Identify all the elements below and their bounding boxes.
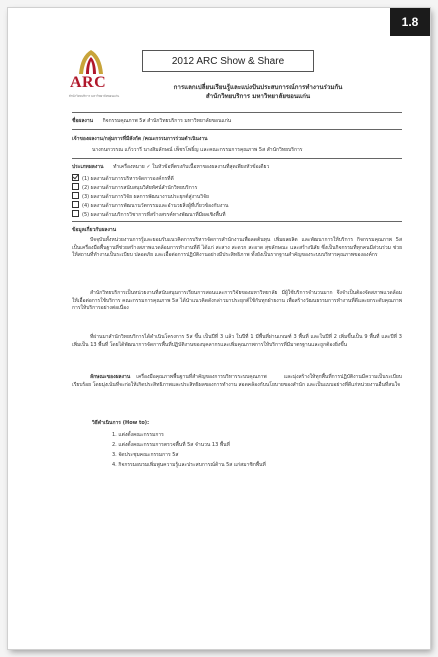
howto-label: วิธีดำเนินการ (How to): [92,420,150,426]
project-row [72,118,231,125]
divider [72,158,402,159]
howto-step: 3. จัดประชุมคณะกรรมการ 5ส [112,452,179,458]
arc-logo-icon [74,48,108,76]
logo-wordmark: ARC [70,74,107,91]
type-label: ประเภทผลงาน [72,164,104,170]
checkbox-icon [72,210,79,217]
background-paragraph-3: ที่ผ่านมาสำนักวิทยบริการได้ดำเนินโครงการ 5ส ขึ้น เป็นปีที่ 3 แล้ว ในปีที่ 1 มีพื้นที่ผ่านเกณฑ์ 3 พื้นที่ และในปีที่ 2 เพิ่มขึ้นเป็น 9 พื้นที่ และปีที่ 3 เพิ่มเป็น 13 พื้นที่ โดยได้พัฒนาการจัดการพื้นที่ปฏิบัติงานของบุคลากรและเพิ่มคุณภาพการให้บริการที่มีมาตรฐานและถูกต้องยิ่งขึ้น [72,334,402,348]
howto-step: 2. แต่งตั้งคณะกรรมการตรวจพื้นที่ 5ส จำนวน 13 พื้นที่ [112,442,230,448]
type-hint: ทำเครื่องหมาย ✓ ในหัวข้อที่ตรงกับเนื้อหาของผลงานที่สุดเพียงหัวข้อเดียว [113,164,270,170]
methods-label: ลักษณะของผลงาน [90,374,131,380]
project-value: กิจกรรมคุณภาพ 5ส สำนักวิทยบริการ มหาวิทยาลัยขอนแก่น [102,118,232,124]
type-option: (2) ผลงานด้านการสนับสนุนวิสัยทัศน์สำนักวิทยบริการ [72,183,197,192]
project-label: ชื่อผลงาน [72,118,94,124]
type-option: (5) ผลงานด้านบริการวิชาการที่สร้างสรรค์ทางพัฒนาที่มีผลเชิงพื้นที่ [72,210,226,219]
arc-logo [66,48,122,108]
methods-paragraph [72,374,402,412]
howto-step: 1. แต่งตั้งคณะกรรมการ [112,432,164,438]
type-row [72,164,269,171]
divider [72,221,402,222]
heading-line-2: สำนักวิทยบริการ มหาวิทยาลัยขอนแก่น [205,93,311,100]
type-option: (4) ผลงานด้านการพัฒนานวัตกรรมและอำนวยสิ่งผู้ที่เกี่ยวข้องกับงาน [72,201,228,210]
type-option: (3) ผลงานด้านการวิจัย ผลการพัฒนางานประยุกต์สู่งานวิจัย [72,192,209,201]
checkbox-icon [72,201,79,208]
checkbox-icon [72,192,79,199]
type-option: (1) ผลงานด้านการบริหารจัดการองค์กรที่ดี [72,174,174,183]
logo-caption: สำนักวิทยบริการ มหาวิทยาลัยขอนแก่น [68,94,120,98]
divider [72,112,402,113]
checkbox-checked-icon [72,174,79,181]
howto-step: 4. กิจกรรมอบรมเพิ่มพูนความรู้และประสบการณ์ด้าน 5ส แก่สมาชิกพื้นที่ [112,462,266,468]
checkbox-icon [72,183,79,190]
divider [72,129,402,130]
background-label: ข้อมูลเกี่ยวกับผลงาน [72,227,117,233]
document-page [8,8,430,649]
heading-line-1: การแลกเปลี่ยนเรียนรู้และแบ่งปันประสบการณ์การทำงานร่วมกัน [173,84,343,91]
event-banner: 2012 ARC Show & Share [142,50,314,72]
owner-value: นางกนกวรรณ แก้ววารี นางสิมลักษณ์ เพ็ชรโพธิ์ญ และคณะกรรมการคุณภาพ 5ส สำนักวิทยบริการ [92,147,303,153]
owner-label: เจ้าของผลงาน/กลุ่มการที่มีสังกัด /คณะกรรมการร่วมดำเนินงาน [72,136,208,142]
page-number-badge: 1.8 [390,8,430,36]
methods-text: เครื่องมือคุณภาพพื้นฐานที่สำคัญของการบริหารระบบคุณภาพ และมุ่งสร้างให้ทุกพื้นที่การปฏิบัติงานมีความเป็นระเบียบเรียบร้อย โดยมุ่งเน้นที่จะก่อให้เกิดประสิทธิภาพและประสิทธิผลของการทำงาน สอดคล้องกับนโยบายของสำนัก และเป็นแบบอย่างที่ดีแก่หน่วยงานอื่นที่สนใจ [72,374,402,388]
background-paragraph-1: ปัจจุบันทั้งหน่วยงานการรู้และยอมรับแนวคิดการบริหารจัดการสำนักงานเพื่อลดต้นทุน เพิ่มผลผลิต และพัฒนาการให้บริการ กิจกรรมคุณภาพ 5ส เป็นเครื่องมือพื้นฐานที่ช่วยสร้างสภาพแวดล้อมการทำงานที่ดี ได้แก่ สะสาง สะดวก สะอาด สุขลักษณะ และสร้างนิสัย ซึ่งเป็นกิจกรรมที่ทุกคนมีส่วนร่วม ช่วยให้สถานที่ทำงานเป็นระเบียบ ปลอดภัย และเอื้อต่อการปฏิบัติงานอย่างมีประสิทธิภาพ ทั้งยังเป็นรากฐานสำคัญของระบบบริหารคุณภาพขององค์กร [72,237,402,259]
background-paragraph-2: สำนักวิทยบริการเป็นหน่วยงานที่สนับสนุนการเรียนการสอนและการวิจัยของมหาวิทยาลัย มีผู้ใช้บริการจำนวนมาก จึงจำเป็นต้องจัดสภาพแวดล้อมให้เอื้อต่อการใช้บริการ คณะกรรมการคุณภาพ 5ส ได้นำแนวคิดดังกล่าวมาประยุกต์ใช้กับทุกฝ่ายงาน เพื่อสร้างวัฒนธรรมการทำงานที่ดีและยกระดับคุณภาพการให้บริการอย่างต่อเนื่อง [72,290,402,312]
